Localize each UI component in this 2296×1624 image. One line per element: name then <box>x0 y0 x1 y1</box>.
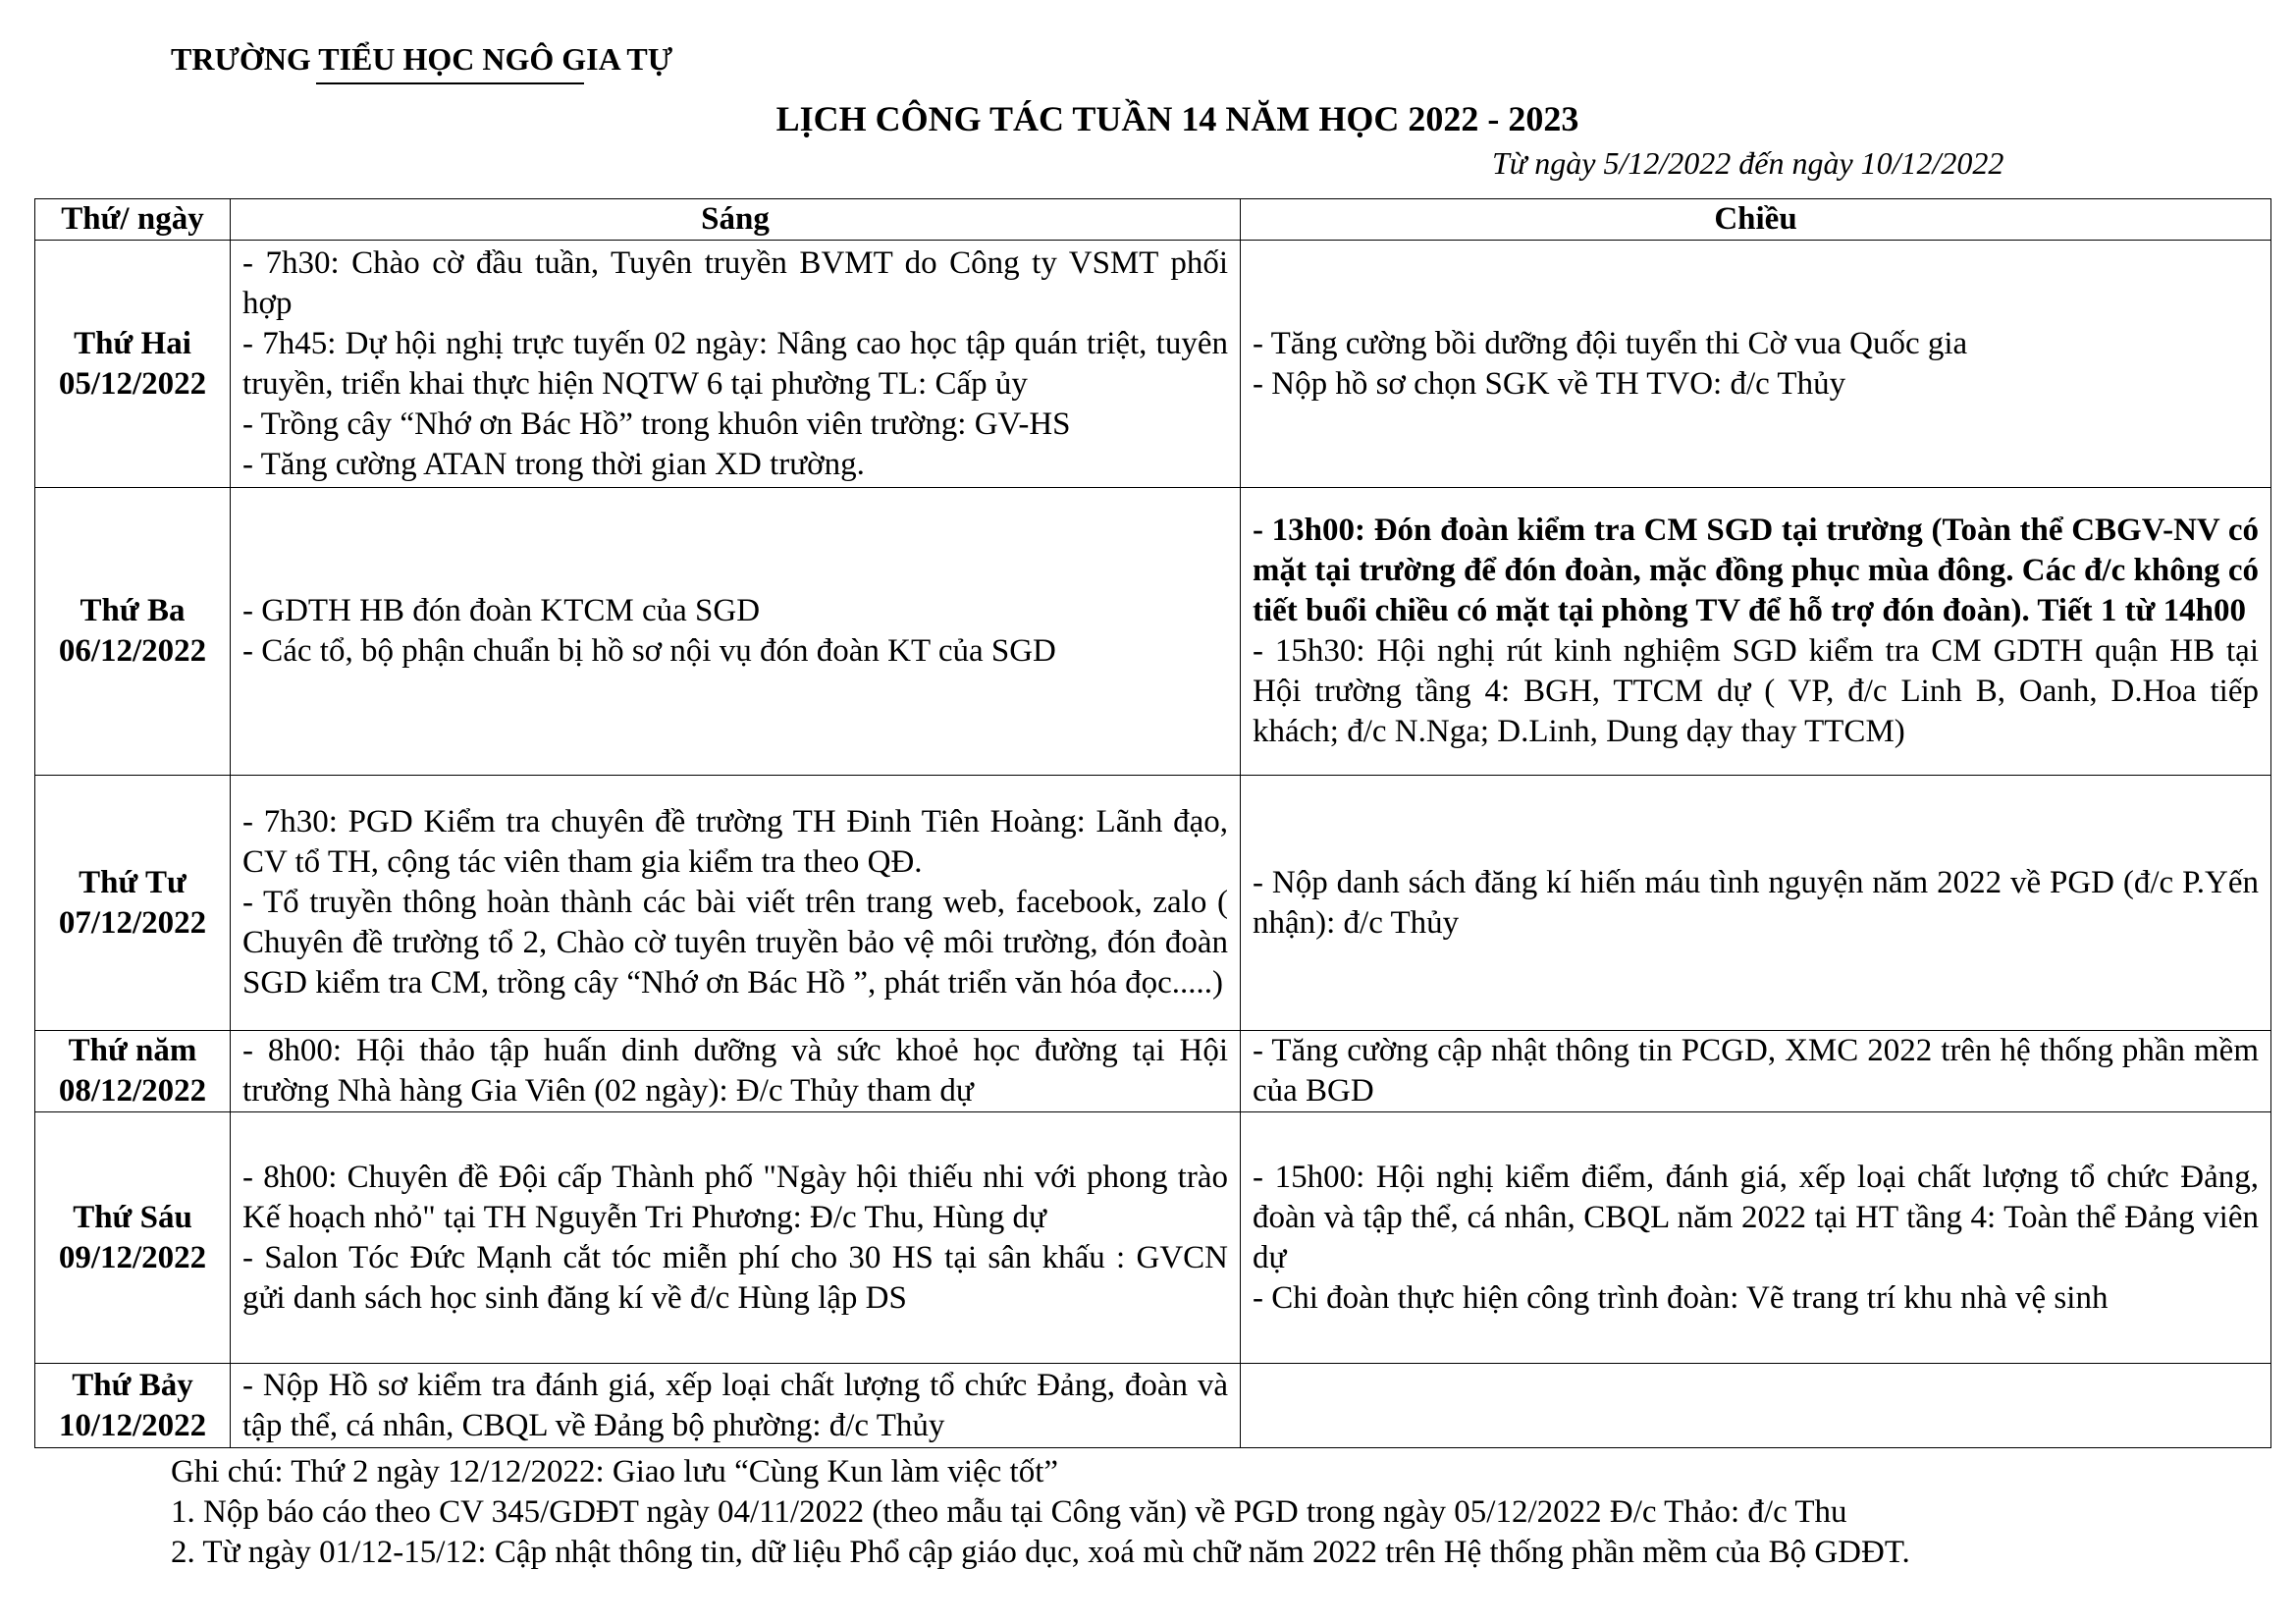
page-title: LỊCH CÔNG TÁC TUẦN 14 NĂM HỌC 2022 - 2023 <box>775 99 1579 138</box>
note-line: 2. Từ ngày 01/12-15/12: Cập nhật thông tin, dữ liệu Phổ cập giáo dục, xoá mù chữ năm 2022 trên Hệ thống phần mềm của Bộ GDĐT. <box>171 1535 1910 1570</box>
schedule-body <box>34 198 2271 1573</box>
afternoon-cell <box>1241 1112 2271 1364</box>
afternoon-cell <box>1241 241 2271 488</box>
day-cell <box>35 1364 231 1448</box>
table-row <box>35 241 2271 488</box>
table-row <box>35 488 2271 776</box>
afternoon-item: - Nộp hồ sơ chọn SGK về TH TVO: đ/c Thủy <box>1253 365 1846 402</box>
morning-cell <box>231 1364 1241 1448</box>
morning-item: - 7h45: Dự hội nghị trực tuyến 02 ngày: Nâng cao học tập quán triệt, tuyên truyền, triển khai thực hiện NQTW 6 tại phường TL: Cấp ủy <box>242 325 1228 402</box>
day-name: Thứ Tư <box>79 864 187 900</box>
morning-item: - GDTH HB đón đoàn KTCM của SGD <box>242 593 761 628</box>
afternoon-item: - Chi đoàn thực hiện công trình đoàn: Vẽ trang trí khu nhà vệ sinh <box>1253 1279 2109 1316</box>
day-cell <box>35 1112 231 1364</box>
afternoon-cell <box>1241 488 2271 776</box>
morning-item: - Tăng cường ATAN trong thời gian XD trường. <box>242 446 865 482</box>
afternoon-item: - Tăng cường bồi dưỡng đội tuyển thi Cờ vua Quốc gia <box>1253 325 1968 361</box>
morning-item: - 7h30: PGD Kiểm tra chuyên đề trường TH Đinh Tiên Hoàng: Lãnh đạo, CV tổ TH, cộng tác viên tham gia kiểm tra theo QĐ. <box>242 804 1228 880</box>
day-date: 05/12/2022 <box>58 365 207 402</box>
day-name: Thứ năm <box>68 1033 197 1068</box>
schedule-table <box>34 198 2271 1448</box>
day-name: Thứ Sáu <box>73 1199 192 1235</box>
afternoon-item: - Tăng cường cập nhật thông tin PCGD, XMC 2022 trên hệ thống phần mềm của BGD <box>1253 1033 2259 1109</box>
table-header <box>35 199 2271 241</box>
afternoon-item: - 15h00: Hội nghị kiểm điểm, đánh giá, xếp loại chất lượng tổ chức Đảng, đoàn và tập thể, cá nhân, CBQL năm 2022 tại HT tầng 4: Toàn thể Đảng viên dự <box>1253 1159 2259 1275</box>
morning-cell <box>231 241 1241 488</box>
morning-cell <box>231 1031 1241 1112</box>
morning-item: - Nộp Hồ sơ kiểm tra đánh giá, xếp loại chất lượng tổ chức Đảng, đoàn và tập thể, cá nhân, CBQL về Đảng bộ phường: đ/c Thủy <box>242 1367 1228 1443</box>
morning-item: - Trồng cây “Nhớ ơn Bác Hồ” trong khuôn viên trường: GV-HS <box>242 406 1071 442</box>
day-date: 07/12/2022 <box>58 904 207 941</box>
afternoon-cell <box>1241 776 2271 1031</box>
school-name: TRƯỜNG TIỂU HỌC NGÔ GIA TỰ <box>171 41 673 77</box>
note-line: 1. Nộp báo cáo theo CV 345/GDĐT ngày 04/11/2022 (theo mẫu tại Công văn) về PGD trong ngày 05/12/2022 Đ/c Thảo: đ/c Thu <box>171 1494 1847 1530</box>
day-cell <box>35 1031 231 1112</box>
day-name: Thứ Hai <box>74 325 191 361</box>
table-row <box>35 776 2271 1031</box>
morning-item: - Tổ truyền thông hoàn thành các bài viết trên trang web, facebook, zalo ( Chuyên đề trường tổ 2, Chào cờ tuyên truyền bảo vệ môi trường, đón đoàn SGD kiểm tra CM, trồng cây “Nhớ ơn Bác Hồ ”, phát triển văn hóa đọc.....) <box>242 885 1228 1001</box>
col-afternoon: Chiều <box>1241 199 2271 241</box>
col-day: Thứ/ ngày <box>35 199 231 241</box>
morning-cell <box>231 1112 1241 1364</box>
table-row <box>35 1364 2271 1448</box>
day-date: 06/12/2022 <box>58 633 207 669</box>
morning-item: - 8h00: Hội thảo tập huấn dinh dưỡng và sức khoẻ học đường tại Hội trường Nhà hàng Gia Viên (02 ngày): Đ/c Thủy tham dự <box>242 1033 1228 1109</box>
morning-item: - Các tổ, bộ phận chuẩn bị hồ sơ nội vụ đón đoàn KT của SGD <box>242 633 1056 669</box>
day-cell <box>35 776 231 1031</box>
date-range: Từ ngày 5/12/2022 đến ngày 10/12/2022 <box>1492 145 2004 181</box>
day-name: Thứ Bảy <box>72 1367 193 1403</box>
school-underline <box>316 82 584 84</box>
morning-item: - 7h30: Chào cờ đầu tuần, Tuyên truyền BVMT do Công ty VSMT phối hợp <box>242 244 1228 321</box>
day-date: 08/12/2022 <box>58 1073 207 1109</box>
afternoon-cell <box>1241 1031 2271 1112</box>
notes <box>171 1452 2271 1573</box>
morning-item: - 8h00: Chuyên đề Đội cấp Thành phố "Ngày hội thiếu nhi với phong trào Kế hoạch nhỏ" tại TH Nguyễn Tri Phương: Đ/c Thu, Hùng dự <box>242 1159 1228 1235</box>
table-row <box>35 1031 2271 1112</box>
afternoon-item-important: - 13h00: Đón đoàn kiểm tra CM SGD tại trường (Toàn thể CBGV-NV có mặt tại trường để đón đoàn, mặc đồng phục mùa đông. Các đ/c không có tiết buổi chiều có mặt tại phòng TV để hỗ trợ đón đoàn). Tiết 1 từ 14h00 <box>1253 513 2259 628</box>
afternoon-item: - Nộp danh sách đăng kí hiến máu tình nguyện năm 2022 về PGD (đ/c P.Yến nhận): đ/c Thủy <box>1253 864 2259 941</box>
day-date: 10/12/2022 <box>58 1407 207 1443</box>
morning-cell <box>231 488 1241 776</box>
day-cell <box>35 241 231 488</box>
morning-item: - Salon Tóc Đức Mạnh cắt tóc miễn phí cho 30 HS tại sân khấu : GVCN gửi danh sách học sinh đăng kí về đ/c Hùng lập DS <box>242 1239 1228 1316</box>
morning-cell <box>231 776 1241 1031</box>
afternoon-cell <box>1241 1364 2271 1448</box>
table-row <box>35 1112 2271 1364</box>
day-name: Thứ Ba <box>80 593 186 628</box>
day-date: 09/12/2022 <box>58 1239 207 1275</box>
note-line: Ghi chú: Thứ 2 ngày 12/12/2022: Giao lưu “Cùng Kun làm việc tốt” <box>171 1454 1059 1489</box>
col-morning: Sáng <box>231 199 1241 241</box>
day-cell <box>35 488 231 776</box>
afternoon-item: - 15h30: Hội nghị rút kinh nghiệm SGD kiểm tra CM GDTH quận HB tại Hội trường tầng 4: BGH, TTCM dự ( VP, đ/c Linh B, Oanh, D.Hoa tiếp khách; đ/c N.Nga; D.Linh, Dung dạy thay TTCM) <box>1253 633 2259 749</box>
